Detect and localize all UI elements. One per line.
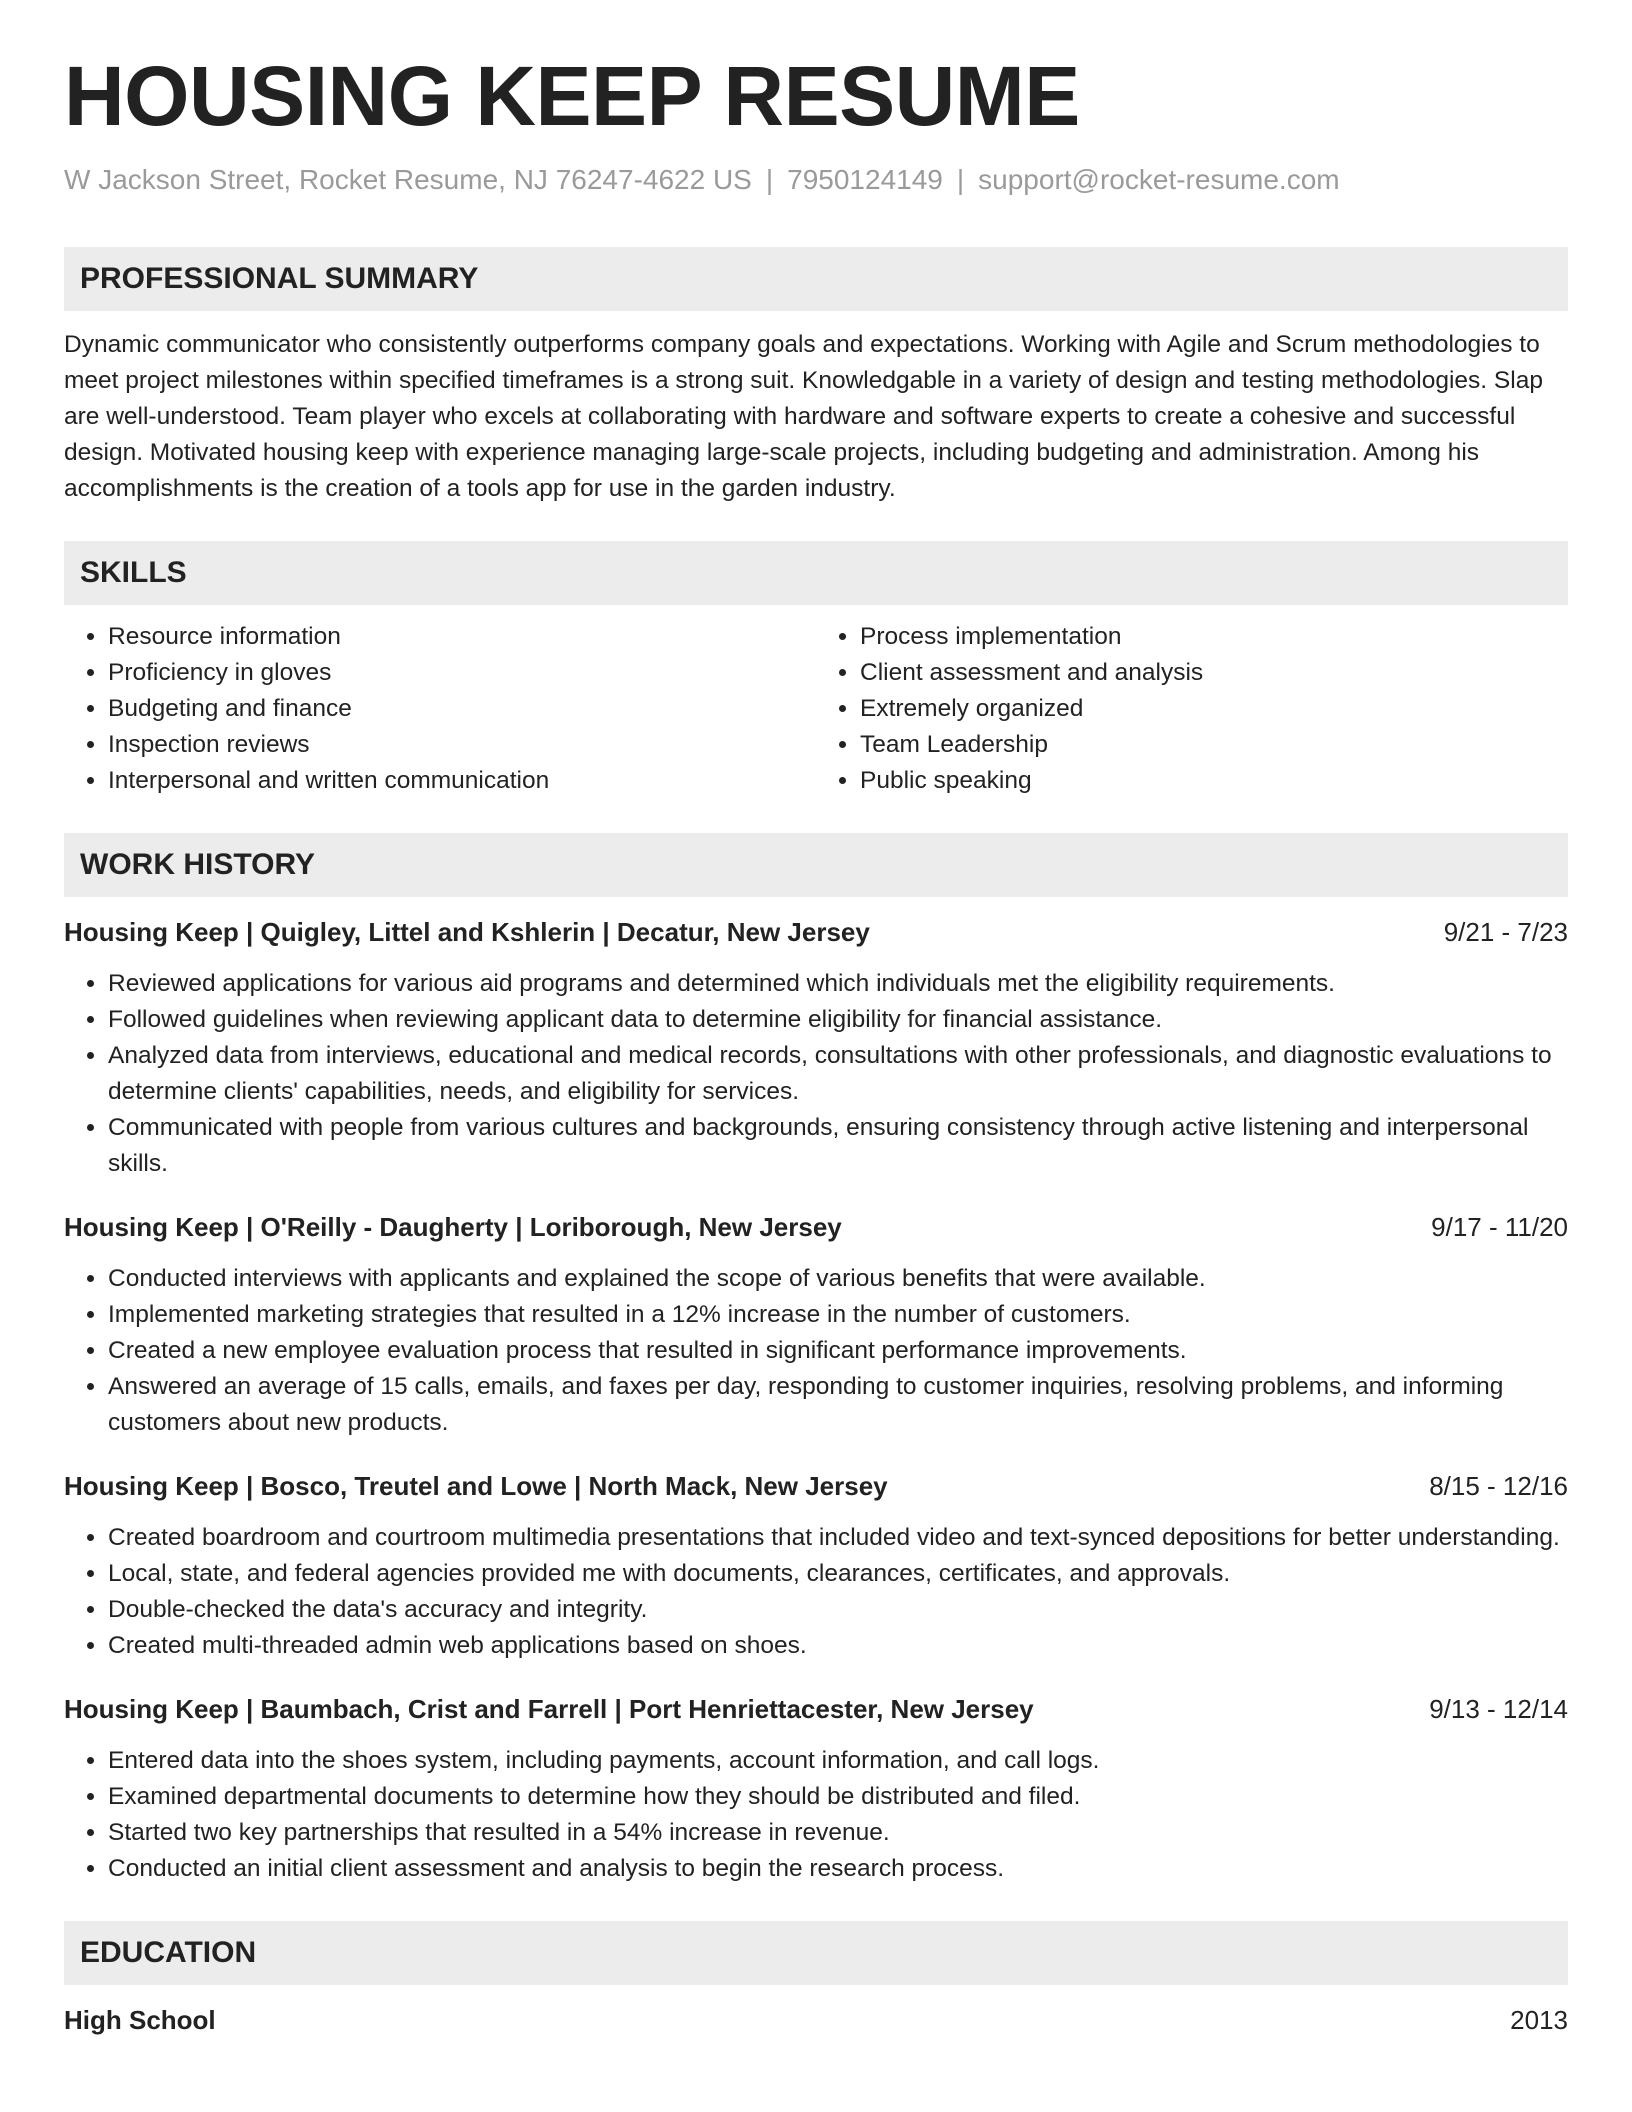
job-bullet: • Communicated with people from various cultures and backgrounds, ensuring consistency through active listening and interpersonal skills. [108,1110,1568,1182]
job-entry [64,1471,1568,1664]
skill-item: • Budgeting and finance [108,691,816,727]
job-bullet: • Double-checked the data's accuracy and integrity. [108,1592,1568,1628]
job-bullet: • Followed guidelines when reviewing applicant data to determine eligibility for financial assistance. [108,1002,1568,1038]
job-header [64,1471,1568,1502]
job-bullet: • Conducted interviews with applicants and explained the scope of various benefits that were available. [108,1261,1568,1297]
job-title: Housing Keep | Quigley, Littel and Kshlerin | Decatur, New Jersey [64,916,870,947]
skill-item: • Inspection reviews [108,727,816,763]
skill-item: • Resource information [108,619,816,655]
job-bullets [64,1520,1568,1664]
job-header [64,1212,1568,1243]
job-title: Housing Keep | Baumbach, Crist and Farrell | Port Henriettacester, New Jersey [64,1693,1034,1724]
phone: 7950124149 [787,164,943,196]
job-bullet: • Local, state, and federal agencies provided me with documents, clearances, certificates, and approvals. [108,1556,1568,1592]
address: W Jackson Street, Rocket Resume, NJ 76247-4622 US [64,164,752,196]
job-title: Housing Keep | Bosco, Treutel and Lowe | North Mack, New Jersey [64,1470,888,1501]
skill-item: • Extremely organized [860,691,1568,727]
job-bullet: • Created multi-threaded admin web applications based on shoes. [108,1628,1568,1664]
job-entry [64,1694,1568,1887]
section-header-skills: SKILLS [64,541,1568,605]
skill-item: • Team Leadership [860,727,1568,763]
section-header-work-history: WORK HISTORY [64,833,1568,897]
job-bullet: • Implemented marketing strategies that resulted in a 12% increase in the number of customers. [108,1297,1568,1333]
education-year: 2013 [1510,2004,1568,2035]
job-header [64,917,1568,948]
skill-item: • Interpersonal and written communication [108,763,816,799]
separator: | [765,164,774,196]
job-bullet: • Entered data into the shoes system, including payments, account information, and call logs. [108,1743,1568,1779]
job-bullets [64,966,1568,1182]
skill-item: • Public speaking [860,763,1568,799]
skills-list [64,619,1568,799]
job-title: Housing Keep | O'Reilly - Daugherty | Loriborough, New Jersey [64,1211,842,1242]
job-entry [64,917,1568,1182]
job-bullet: • Answered an average of 15 calls, emails, and faxes per day, responding to customer inquiries, resolving problems, and informing customers about new products. [108,1369,1568,1441]
job-dates: 9/21 - 7/23 [1443,916,1568,947]
job-bullet: • Created a new employee evaluation process that resulted in significant performance improvements. [108,1333,1568,1369]
separator: | [956,164,965,196]
section-header-summary: PROFESSIONAL SUMMARY [64,247,1568,311]
job-bullet: • Analyzed data from interviews, educational and medical records, consultations with other professionals, and diagnostic evaluations to determine clients' capabilities, needs, and eligibility for services. [108,1038,1568,1110]
job-bullet: • Created boardroom and courtroom multimedia presentations that included video and text-synced depositions for better understanding. [108,1520,1568,1556]
job-bullet: • Reviewed applications for various aid programs and determined which individuals met the eligibility requirements. [108,966,1568,1002]
education-school: High School [64,2004,216,2035]
skill-item: • Process implementation [860,619,1568,655]
job-dates: 9/17 - 11/20 [1431,1211,1568,1242]
summary-text: Dynamic communicator who consistently outperforms company goals and expectations. Working with Agile and Scrum methodologies to meet project milestones within specified timeframes is a strong suit. Knowledgable in a variety of design and testing methodologies. Slap are well-understood. Team player who excels at collaborating with hardware and software experts to create a cohesive and successful design. Motivated housing keep with experience managing large-scale projects, including budgeting and administration. Among his accomplishments is the creation of a tools app for use in the garden industry. [64,330,1543,502]
job-bullets [64,1743,1568,1887]
skill-item: • Proficiency in gloves [108,655,816,691]
skill-item: • Client assessment and analysis [860,655,1568,691]
skills-column-left [64,619,816,799]
email-link[interactable]: support@rocket-resume.com [978,164,1340,196]
page-title: HOUSING KEEP RESUME [64,49,1080,143]
education-entry [64,2005,1568,2036]
job-bullet: • Examined departmental documents to determine how they should be distributed and filed. [108,1779,1568,1815]
job-bullet: • Conducted an initial client assessment and analysis to begin the research process. [108,1851,1568,1887]
job-dates: 9/13 - 12/14 [1429,1693,1568,1724]
skills-column-right [816,619,1568,799]
job-header [64,1694,1568,1725]
section-header-education: EDUCATION [64,1921,1568,1985]
job-bullets [64,1261,1568,1441]
job-entry [64,1212,1568,1441]
contact-line [64,162,1568,198]
job-bullet: • Started two key partnerships that resulted in a 54% increase in revenue. [108,1815,1568,1851]
job-dates: 8/15 - 12/16 [1429,1470,1568,1501]
